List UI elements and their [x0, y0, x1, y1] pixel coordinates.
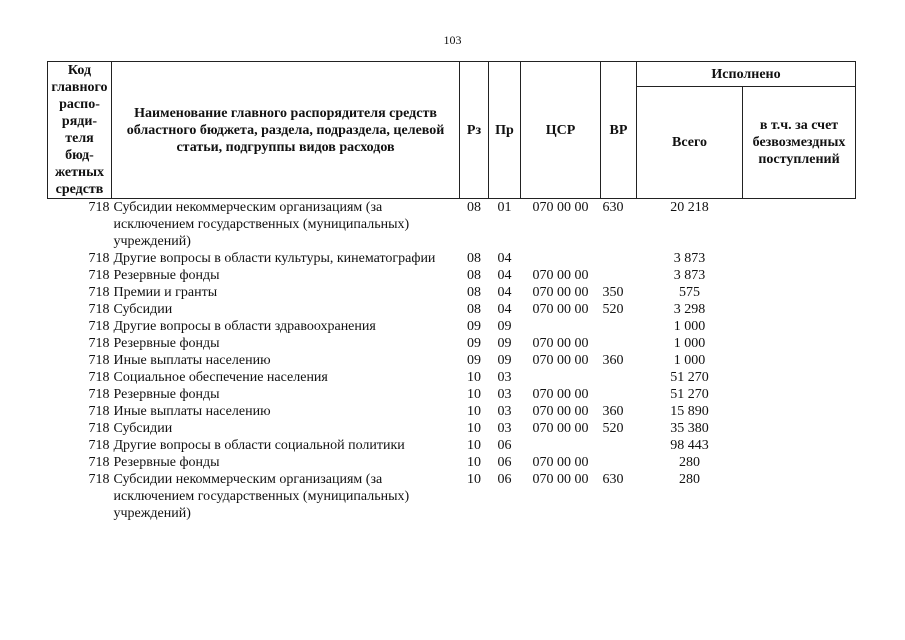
- row-vr: 520: [602, 302, 624, 317]
- table-row: [48, 420, 856, 437]
- row-rz: 09: [467, 319, 481, 334]
- header-vsego: Всего: [637, 87, 743, 199]
- row-csr: 070 00 00: [532, 200, 589, 215]
- row-kod: 718: [88, 200, 110, 215]
- table-row: [48, 471, 856, 522]
- row-csr: [521, 437, 601, 454]
- row-kod: 718: [88, 421, 110, 436]
- row-csr: 070 00 00: [532, 455, 589, 470]
- row-kod: 718: [88, 302, 110, 317]
- row-kod: 718: [88, 353, 110, 368]
- row-total: 3 298: [673, 302, 706, 317]
- row-csr: 070 00 00: [532, 353, 589, 368]
- row-free: [743, 335, 856, 352]
- row-vr: [601, 335, 637, 352]
- row-vr: 360: [602, 404, 624, 419]
- row-total: 575: [679, 285, 700, 300]
- row-csr: 070 00 00: [532, 387, 589, 402]
- row-free: [743, 437, 856, 454]
- row-pr: 03: [497, 421, 512, 436]
- table-row: [48, 386, 856, 403]
- row-free: [743, 386, 856, 403]
- row-name: Другие вопросы в области здравоохранения: [113, 319, 376, 334]
- row-csr: [521, 250, 601, 267]
- row-free: [743, 267, 856, 284]
- row-name: Субсидии: [113, 302, 173, 317]
- row-name: Резервные фонды: [113, 387, 220, 402]
- row-free: [743, 301, 856, 318]
- header-kod: Код главного распо-ряди-теля бюд-жетных средств: [48, 62, 112, 199]
- row-kod: 718: [88, 268, 110, 283]
- row-rz: 10: [467, 455, 481, 470]
- row-csr: 070 00 00: [532, 285, 589, 300]
- row-total: 280: [679, 472, 700, 487]
- row-name: Социальное обеспечение населения: [113, 370, 328, 385]
- row-free: [743, 471, 856, 522]
- row-name: Субсидии некоммерческим организациям (за исключением государственных (муниципальных) учреждений): [113, 472, 410, 521]
- row-rz: 09: [467, 336, 481, 351]
- row-vr: [601, 267, 637, 284]
- table-row: [48, 403, 856, 420]
- row-total: 1 000: [673, 319, 706, 334]
- row-free: [743, 352, 856, 369]
- table-row: [48, 284, 856, 301]
- row-rz: 09: [467, 353, 481, 368]
- row-vr: [601, 250, 637, 267]
- row-total: 3 873: [673, 251, 706, 266]
- row-pr: 09: [497, 353, 512, 368]
- row-kod: 718: [88, 387, 110, 402]
- row-pr: 09: [497, 336, 512, 351]
- row-total: 35 380: [670, 421, 709, 436]
- row-free: [743, 454, 856, 471]
- table-row: [48, 335, 856, 352]
- row-pr: 09: [497, 319, 512, 334]
- page-number: 103: [443, 33, 462, 47]
- row-vr: [601, 454, 637, 471]
- row-free: [743, 369, 856, 386]
- row-name: Резервные фонды: [113, 455, 220, 470]
- budget-table: [47, 61, 856, 522]
- row-total: 3 873: [673, 268, 706, 283]
- row-free: [743, 199, 856, 251]
- row-name: Иные выплаты населению: [113, 404, 271, 419]
- row-pr: 04: [497, 302, 512, 317]
- row-total: 98 443: [670, 438, 709, 453]
- row-total: 51 270: [670, 387, 709, 402]
- table-row: [48, 199, 856, 251]
- row-free: [743, 403, 856, 420]
- row-rz: 10: [467, 472, 481, 487]
- row-total: 15 890: [670, 404, 709, 419]
- row-pr: 04: [497, 268, 512, 283]
- row-vr: [601, 437, 637, 454]
- row-csr: 070 00 00: [532, 302, 589, 317]
- row-pr: 04: [497, 285, 512, 300]
- row-kod: 718: [88, 438, 110, 453]
- row-pr: 04: [497, 251, 512, 266]
- row-vr: 350: [602, 285, 624, 300]
- row-kod: 718: [88, 472, 110, 487]
- table-row: [48, 318, 856, 335]
- row-name: Другие вопросы в области культуры, кинематографии: [113, 251, 436, 266]
- row-free: [743, 318, 856, 335]
- header-ispolneno: Исполнено: [637, 62, 856, 87]
- row-pr: 03: [497, 370, 512, 385]
- row-name: Резервные фонды: [113, 268, 220, 283]
- row-vr: 630: [602, 472, 624, 487]
- row-vr: [601, 318, 637, 335]
- row-kod: 718: [88, 285, 110, 300]
- row-kod: 718: [88, 404, 110, 419]
- row-name: Другие вопросы в области социальной политики: [113, 438, 405, 453]
- row-name: Иные выплаты населению: [113, 353, 271, 368]
- header-rz: Рз: [460, 62, 489, 199]
- row-csr: [521, 318, 601, 335]
- row-vr: 520: [602, 421, 624, 436]
- row-vr: [601, 386, 637, 403]
- row-rz: 08: [467, 251, 481, 266]
- row-pr: 01: [497, 200, 512, 215]
- table-row: [48, 250, 856, 267]
- row-csr: 070 00 00: [532, 421, 589, 436]
- row-pr: 06: [497, 472, 512, 487]
- row-name: Премии и гранты: [113, 285, 218, 300]
- row-kod: 718: [88, 336, 110, 351]
- row-free: [743, 420, 856, 437]
- row-total: 280: [679, 455, 700, 470]
- row-free: [743, 250, 856, 267]
- row-total: 1 000: [673, 353, 706, 368]
- table-header: [48, 62, 856, 199]
- row-pr: 03: [497, 387, 512, 402]
- row-rz: 08: [467, 268, 481, 283]
- row-name: Субсидии: [113, 421, 173, 436]
- row-total: 1 000: [673, 336, 706, 351]
- row-kod: 718: [88, 319, 110, 334]
- table-row: [48, 267, 856, 284]
- row-vr: [601, 369, 637, 386]
- row-pr: 06: [497, 455, 512, 470]
- header-vr: ВР: [601, 62, 637, 199]
- row-csr: 070 00 00: [532, 268, 589, 283]
- row-rz: 08: [467, 200, 481, 215]
- row-rz: 10: [467, 387, 481, 402]
- table-row: [48, 369, 856, 386]
- row-name: Субсидии некоммерческим организациям (за исключением государственных (муниципальных) учреждений): [113, 200, 410, 249]
- row-name: Резервные фонды: [113, 336, 220, 351]
- header-csr: ЦСР: [521, 62, 601, 199]
- row-free: [743, 284, 856, 301]
- header-name: Наименование главного распорядителя средств областного бюджета, раздела, подраздела, целевой статьи, подгруппы видов расходов: [112, 62, 460, 199]
- table-row: [48, 454, 856, 471]
- row-vr: 360: [602, 353, 624, 368]
- header-free: в т.ч. за счет безвозмездных поступлений: [743, 87, 856, 199]
- table-body: [48, 199, 856, 523]
- row-rz: 10: [467, 404, 481, 419]
- row-csr: [521, 369, 601, 386]
- row-total: 20 218: [670, 200, 709, 215]
- row-total: 51 270: [670, 370, 709, 385]
- row-vr: 630: [602, 200, 624, 215]
- row-rz: 08: [467, 285, 481, 300]
- row-pr: 03: [497, 404, 512, 419]
- row-pr: 06: [497, 438, 512, 453]
- row-kod: 718: [88, 251, 110, 266]
- table-row: [48, 437, 856, 454]
- row-csr: 070 00 00: [532, 336, 589, 351]
- row-kod: 718: [88, 455, 110, 470]
- row-rz: 10: [467, 421, 481, 436]
- row-rz: 08: [467, 302, 481, 317]
- row-csr: 070 00 00: [532, 472, 589, 487]
- table-row: [48, 352, 856, 369]
- row-kod: 718: [88, 370, 110, 385]
- table-row: [48, 301, 856, 318]
- row-rz: 10: [467, 370, 481, 385]
- row-csr: 070 00 00: [532, 404, 589, 419]
- header-pr: Пр: [489, 62, 521, 199]
- row-rz: 10: [467, 438, 481, 453]
